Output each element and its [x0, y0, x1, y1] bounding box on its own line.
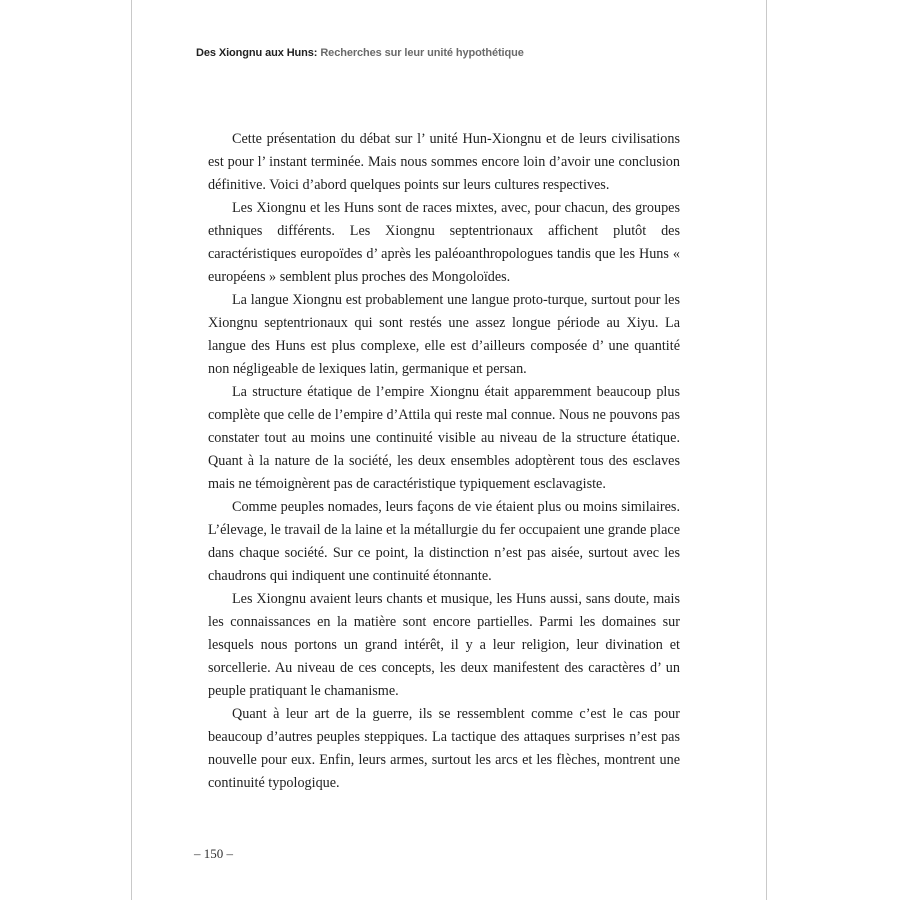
- running-header-subtitle: Recherches sur leur unité hypothétique: [320, 47, 524, 59]
- paragraph: La langue Xiongnu est probablement une langue proto-turque, surtout pour les Xiongnu septentrionaux qui sont restés une assez longue période au Xiyu. La langue des Huns est plus complexe, elle est d’ailleurs composée d’ une quantité non négligeable de lexiques latin, germanique et persan.: [208, 292, 680, 377]
- body-text: [208, 128, 680, 795]
- page-number: – 150 –: [194, 846, 233, 861]
- paragraph: Quant à leur art de la guerre, ils se ressemblent comme c’est le cas pour beaucoup d’autres peuples steppiques. La tactique des attaques surprises n’est pas nouvelle pour eux. Enfin, leurs armes, surtout les arcs et les flèches, montrent une continuité typologique.: [208, 706, 680, 791]
- paragraph: Comme peuples nomades, leurs façons de vie étaient plus ou moins similaires. L’élevage, le travail de la laine et la métallurgie du fer occupaient une grande place dans chaque société. Sur ce point, la distinction n’est pas aisée, surtout avec les chaudrons qui indiquent une continuité étonnante.: [208, 499, 680, 584]
- book-page: [131, 0, 767, 900]
- running-header: [196, 47, 524, 59]
- paragraph: Les Xiongnu avaient leurs chants et musique, les Huns aussi, sans doute, mais les connaissances en la matière sont encore partielles. Parmi les domaines sur lesquels nous portons un grand intérêt, il y a leur religion, leur divination et sorcellerie. Au niveau de ces concepts, les deux manifestent des caractères d’ un peuple pratiquant le chamanisme.: [208, 591, 680, 699]
- paragraph: La structure étatique de l’empire Xiongnu était apparemment beaucoup plus complète que celle de l’empire d’Attila qui reste mal connue. Nous ne pouvons pas constater tout au moins une continuité visible au niveau de la structure étatique. Quant à la nature de la société, les deux ensembles adoptèrent tous des esclaves mais ne témoignèrent pas de caractéristique typiquement esclavagiste.: [208, 384, 680, 492]
- paragraph: Les Xiongnu et les Huns sont de races mixtes, avec, pour chacun, des groupes ethniques différents. Les Xiongnu septentrionaux affichent plutôt des caractéristiques europoïdes d’ après les paléoanthropologues tandis que les Huns « européens » semblent plus proches des Mongoloïdes.: [208, 200, 680, 285]
- paragraph: Cette présentation du débat sur l’ unité Hun-Xiongnu et de leurs civilisations est pour l’ instant terminée. Mais nous sommes encore loin d’avoir une conclusion définitive. Voici d’abord quelques points sur leurs cultures respectives.: [208, 131, 680, 193]
- running-header-title: Des Xiongnu aux Huns:: [196, 47, 318, 59]
